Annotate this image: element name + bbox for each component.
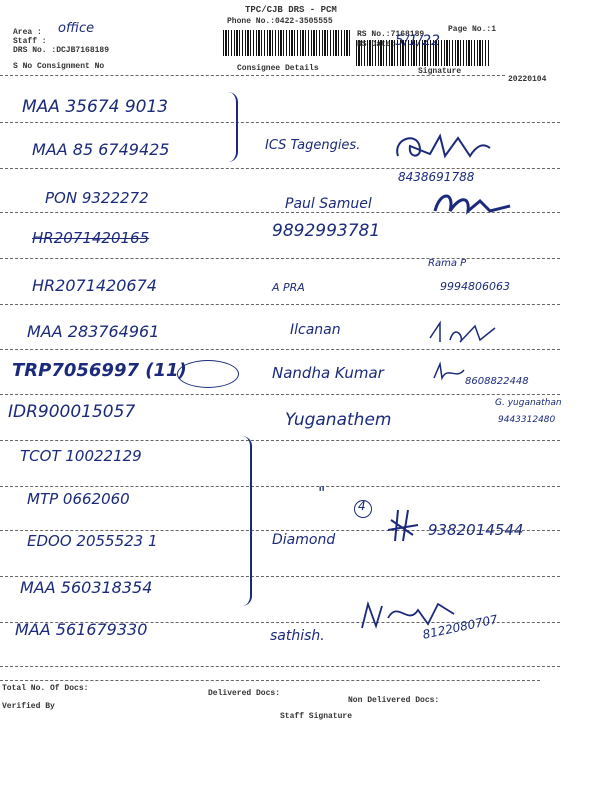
circled-count-value: 4 [358, 499, 366, 513]
consignee-phone: 8608822448 [465, 376, 529, 387]
row-divider [0, 576, 560, 577]
consignment-number: PON 9322272 [45, 189, 149, 207]
consignee-phone: 9994806063 [440, 280, 510, 293]
staff-label: Staff : [13, 37, 47, 46]
consignee-phone: 8122080707 [421, 612, 499, 642]
consignment-number: MAA 560318354 [20, 578, 153, 597]
consignment-number: MAA 283764961 [27, 322, 160, 341]
row-divider [0, 258, 560, 259]
consignee-name: ICS Tagengies. [265, 138, 361, 153]
row-divider [0, 486, 560, 487]
consignee-phone: 8438691788 [398, 170, 475, 184]
drs-barcode [223, 30, 350, 56]
column-header-consignment: S No Consignment No [13, 62, 105, 71]
consignee-name: Diamond [272, 532, 336, 548]
area-label: Area : [13, 28, 42, 37]
row-divider [0, 349, 560, 350]
verified-by-label: Verified By [2, 702, 55, 711]
consignee-name: Nandha Kumar [272, 364, 384, 382]
row-divider [0, 168, 560, 169]
ditto-mark: " [318, 483, 326, 502]
non-delivered-docs-label: Non Delivered Docs: [348, 696, 440, 705]
rs-number: RS No.:7168189 [357, 30, 425, 39]
group-brace [236, 436, 252, 606]
consignment-number: MTP 0662060 [27, 490, 130, 508]
delivered-docs-label: Delivered Docs: [208, 689, 281, 698]
row-divider [0, 394, 560, 395]
consignee-phone: 9382014544 [428, 521, 524, 539]
staff-signature-label: Staff Signature [280, 712, 353, 721]
signer-name: G. yuganathan [495, 398, 562, 408]
date-code: 20220104 [508, 75, 547, 84]
signature-scribble [430, 360, 470, 384]
consignment-number: MAA 35674 9013 [22, 97, 169, 117]
consignment-number: MAA 85 6749425 [32, 140, 170, 159]
signature-scribble [383, 505, 423, 545]
consignment-number-struck: HR2071420165 [32, 229, 150, 247]
signature-scribble [358, 596, 468, 636]
consignment-number: IDR900015057 [8, 402, 136, 422]
drs-number: DRS No. :DCJB7168189 [13, 46, 110, 55]
document-title: TPC/CJB DRS - PCM [245, 5, 337, 15]
rs-date-value: 5/1/22 [395, 33, 441, 49]
total-docs-label: Total No. Of Docs: [2, 684, 89, 693]
signature-scribble [390, 128, 510, 168]
row-divider [0, 304, 560, 305]
consignment-number: TRP7056997 (11) [12, 360, 187, 381]
header-divider [0, 75, 505, 76]
consignee-phone: 9892993781 [272, 221, 381, 241]
consignee-phone: 9443312480 [498, 415, 556, 425]
area-value: office [58, 21, 95, 36]
consignment-number: HR2071420674 [32, 276, 157, 295]
row-divider [0, 666, 560, 667]
consignee-name: sathish. [270, 628, 325, 644]
phone-number: Phone No.:0422-3505555 [227, 17, 333, 26]
group-brace [222, 92, 238, 162]
signature-scribble [430, 186, 520, 226]
footer-divider [0, 680, 540, 681]
row-divider [0, 122, 560, 123]
column-header-signature: Signature [418, 67, 462, 76]
consignment-number: TCOT 10022129 [20, 447, 142, 465]
row-divider [0, 440, 560, 441]
signature-scribble [425, 318, 505, 348]
consignee-name: A PRA [272, 281, 305, 294]
rs-date-label: RS Date: [357, 40, 396, 49]
circled-annotation [177, 360, 239, 388]
consignee-name: Ilcanan [290, 322, 341, 338]
page-number: Page No.:1 [448, 25, 497, 34]
consignee-name: Paul Samuel [285, 196, 372, 212]
consignment-number: MAA 561679330 [15, 620, 148, 639]
signer-name: Rama P [428, 258, 467, 269]
consignment-number: EDOO 2055523 1 [27, 532, 158, 550]
column-header-consignee: Consignee Details [237, 64, 319, 73]
consignee-name: Yuganathem [285, 410, 392, 430]
